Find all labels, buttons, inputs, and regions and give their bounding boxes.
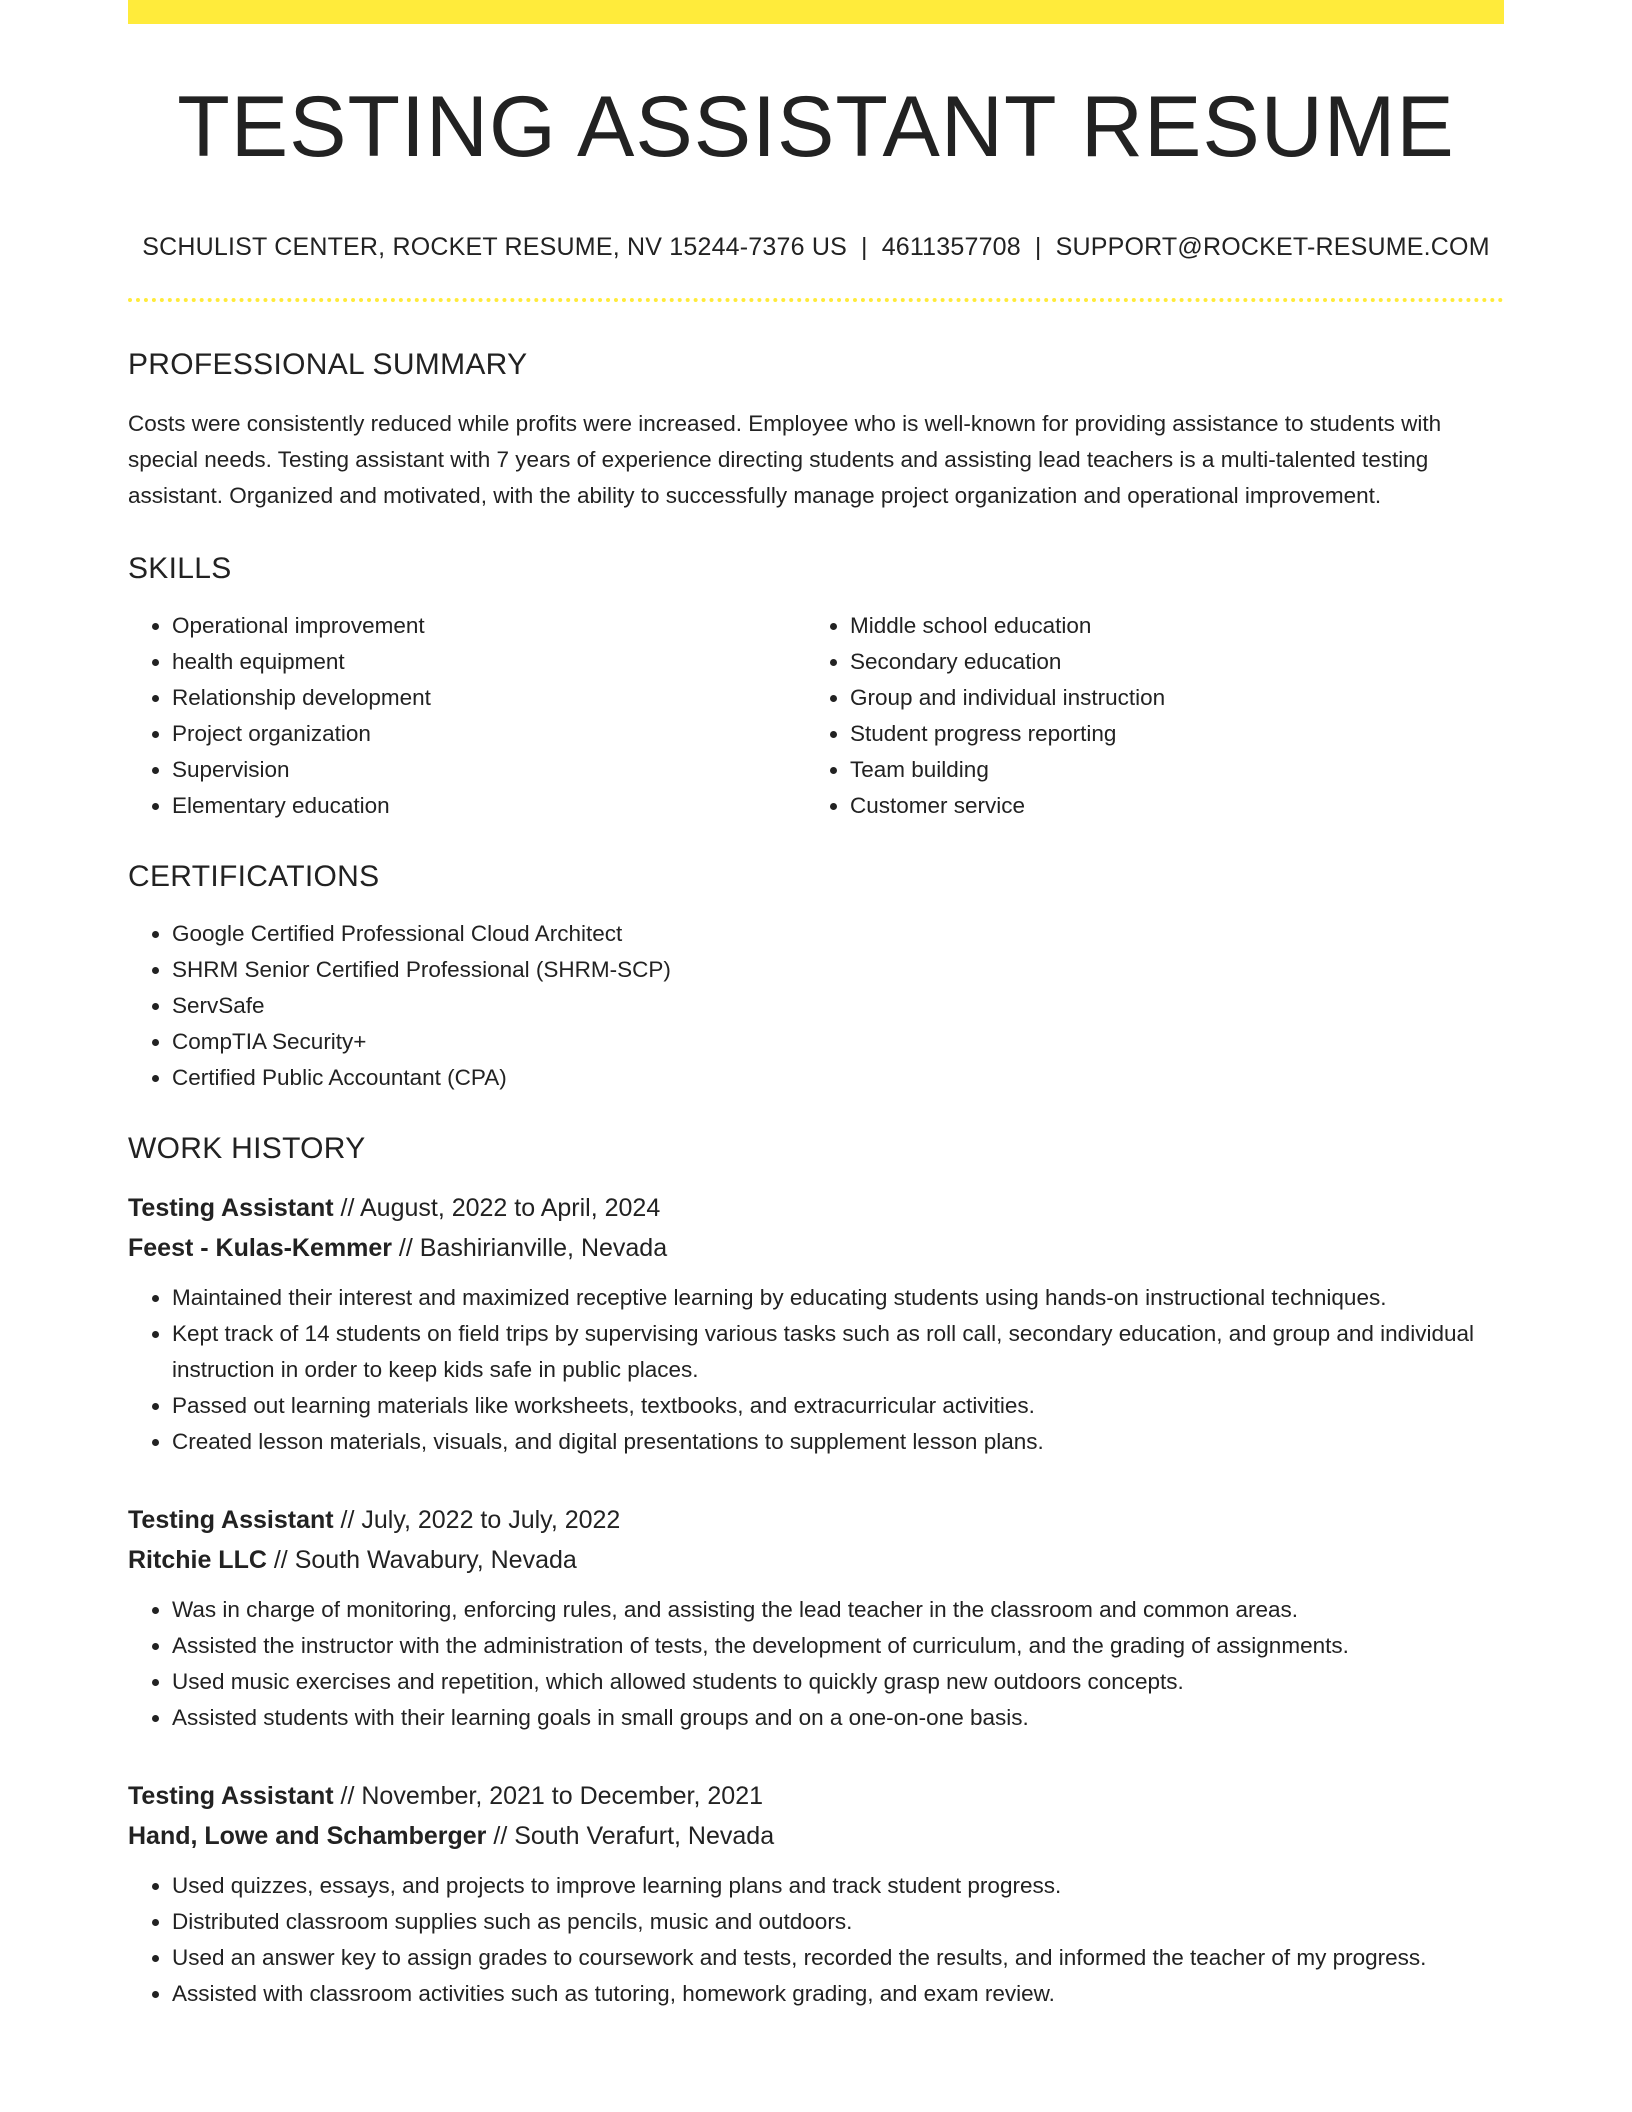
skill-item: • Operational improvement (172, 608, 806, 644)
job-company-line (128, 1228, 1504, 1268)
certification-item: • ServSafe (172, 988, 1504, 1024)
job-bullet: • Assisted students with their learning goals in small groups and on a one-on-one basis. (172, 1700, 1504, 1736)
contact-email: SUPPORT@ROCKET-RESUME.COM (1055, 232, 1490, 261)
job-bullet: • Assisted the instructor with the administration of tests, the development of curriculum, and the grading of assignments. (172, 1628, 1504, 1664)
job-company-line (128, 1816, 1504, 1856)
resume-title: TESTING ASSISTANT RESUME (177, 79, 1455, 175)
skill-item: • Elementary education (172, 788, 806, 824)
job-dates: // August, 2022 to April, 2024 (333, 1193, 661, 1222)
certification-item: • CompTIA Security+ (172, 1024, 1504, 1060)
job-dates: // July, 2022 to July, 2022 (333, 1505, 621, 1534)
job-bullet: • Used quizzes, essays, and projects to improve learning plans and track student progress. (172, 1868, 1504, 1904)
skills-column-right (806, 608, 1484, 824)
skill-item: • Supervision (172, 752, 806, 788)
skill-item: • Middle school education (850, 608, 1484, 644)
job-company: Hand, Lowe and Schamberger (128, 1821, 487, 1850)
skills-list-right (806, 608, 1484, 824)
job-bullet: • Kept track of 14 students on field trips by supervising various tasks such as roll call, secondary education, and group and individual instruction in order to keep kids safe in public places. (172, 1316, 1504, 1388)
skill-item: • Team building (850, 752, 1484, 788)
job-company: Ritchie LLC (128, 1545, 267, 1574)
contact-separator: | (861, 232, 868, 261)
certifications-heading: CERTIFICATIONS (128, 859, 380, 893)
skill-item: • health equipment (172, 644, 806, 680)
skills-column-left (128, 608, 806, 824)
job-role-line (128, 1776, 1504, 1816)
certification-item: • SHRM Senior Certified Professional (SHRM-SCP) (172, 952, 1504, 988)
job-bullet: • Was in charge of monitoring, enforcing rules, and assisting the lead teacher in the classroom and common areas. (172, 1592, 1504, 1628)
skills-heading: SKILLS (128, 551, 232, 585)
summary-text: Costs were consistently reduced while profits were increased. Employee who is well-known for providing assistance to students with special needs. Testing assistant with 7 years of experience directing students and assisting lead teachers is a multi-talented testing assistant. Organized and motivated, with the ability to successfully manage project organization and operational improvement. (128, 410, 1442, 508)
skill-item: • Customer service (850, 788, 1484, 824)
skill-item: • Project organization (172, 716, 806, 752)
job-bullet: • Assisted with classroom activities such as tutoring, homework grading, and exam review. (172, 1976, 1504, 2012)
job-bullets (128, 1592, 1504, 1736)
contact-separator: | (1034, 232, 1042, 261)
job-bullet: • Maintained their interest and maximized receptive learning by educating students using hands-on instructional techniques. (172, 1280, 1504, 1316)
job-bullets (128, 1868, 1504, 2012)
resume-page (128, 0, 1504, 2012)
job-role-line (128, 1500, 1504, 1540)
work-history-heading: WORK HISTORY (128, 1131, 366, 1165)
certification-item: • Certified Public Accountant (CPA) (172, 1060, 1504, 1096)
skills-columns (128, 608, 1504, 824)
job-location: // South Verafurt, Nevada (486, 1821, 775, 1850)
job-company: Feest - Kulas-Kemmer (128, 1233, 392, 1262)
certification-item: • Google Certified Professional Cloud Architect (172, 916, 1504, 952)
job-bullet: • Created lesson materials, visuals, and digital presentations to supplement lesson plans. (172, 1424, 1504, 1460)
skill-item: • Secondary education (850, 644, 1484, 680)
summary-heading: PROFESSIONAL SUMMARY (128, 347, 528, 381)
job-entry (128, 1776, 1504, 2012)
dotted-divider (128, 298, 1504, 302)
job-entry (128, 1500, 1504, 1736)
job-role: Testing Assistant (128, 1781, 334, 1810)
job-role: Testing Assistant (128, 1505, 334, 1534)
job-role-line (128, 1188, 1504, 1228)
job-company-line (128, 1540, 1504, 1580)
job-location: // South Wavabury, Nevada (266, 1545, 577, 1574)
job-dates: // November, 2021 to December, 2021 (333, 1781, 764, 1810)
contact-line (128, 233, 1504, 262)
skill-item: • Group and individual instruction (850, 680, 1484, 716)
accent-top-bar (128, 0, 1504, 24)
job-bullet: • Used an answer key to assign grades to coursework and tests, recorded the results, and informed the teacher of my progress. (172, 1940, 1504, 1976)
job-bullet: • Passed out learning materials like worksheets, textbooks, and extracurricular activities. (172, 1388, 1504, 1424)
skill-item: • Student progress reporting (850, 716, 1484, 752)
skill-item: • Relationship development (172, 680, 806, 716)
job-location: // Bashirianville, Nevada (391, 1233, 668, 1262)
contact-address: SCHULIST CENTER, ROCKET RESUME, NV 15244-7376 US (142, 232, 847, 261)
contact-phone: 4611357708 (881, 232, 1021, 261)
job-bullets (128, 1280, 1504, 1460)
job-entry (128, 1188, 1504, 1460)
certifications-list (128, 916, 1504, 1096)
skills-list-left (128, 608, 806, 824)
job-bullet: • Distributed classroom supplies such as pencils, music and outdoors. (172, 1904, 1504, 1940)
job-bullet: • Used music exercises and repetition, which allowed students to quickly grasp new outdoors concepts. (172, 1664, 1504, 1700)
job-role: Testing Assistant (128, 1193, 334, 1222)
